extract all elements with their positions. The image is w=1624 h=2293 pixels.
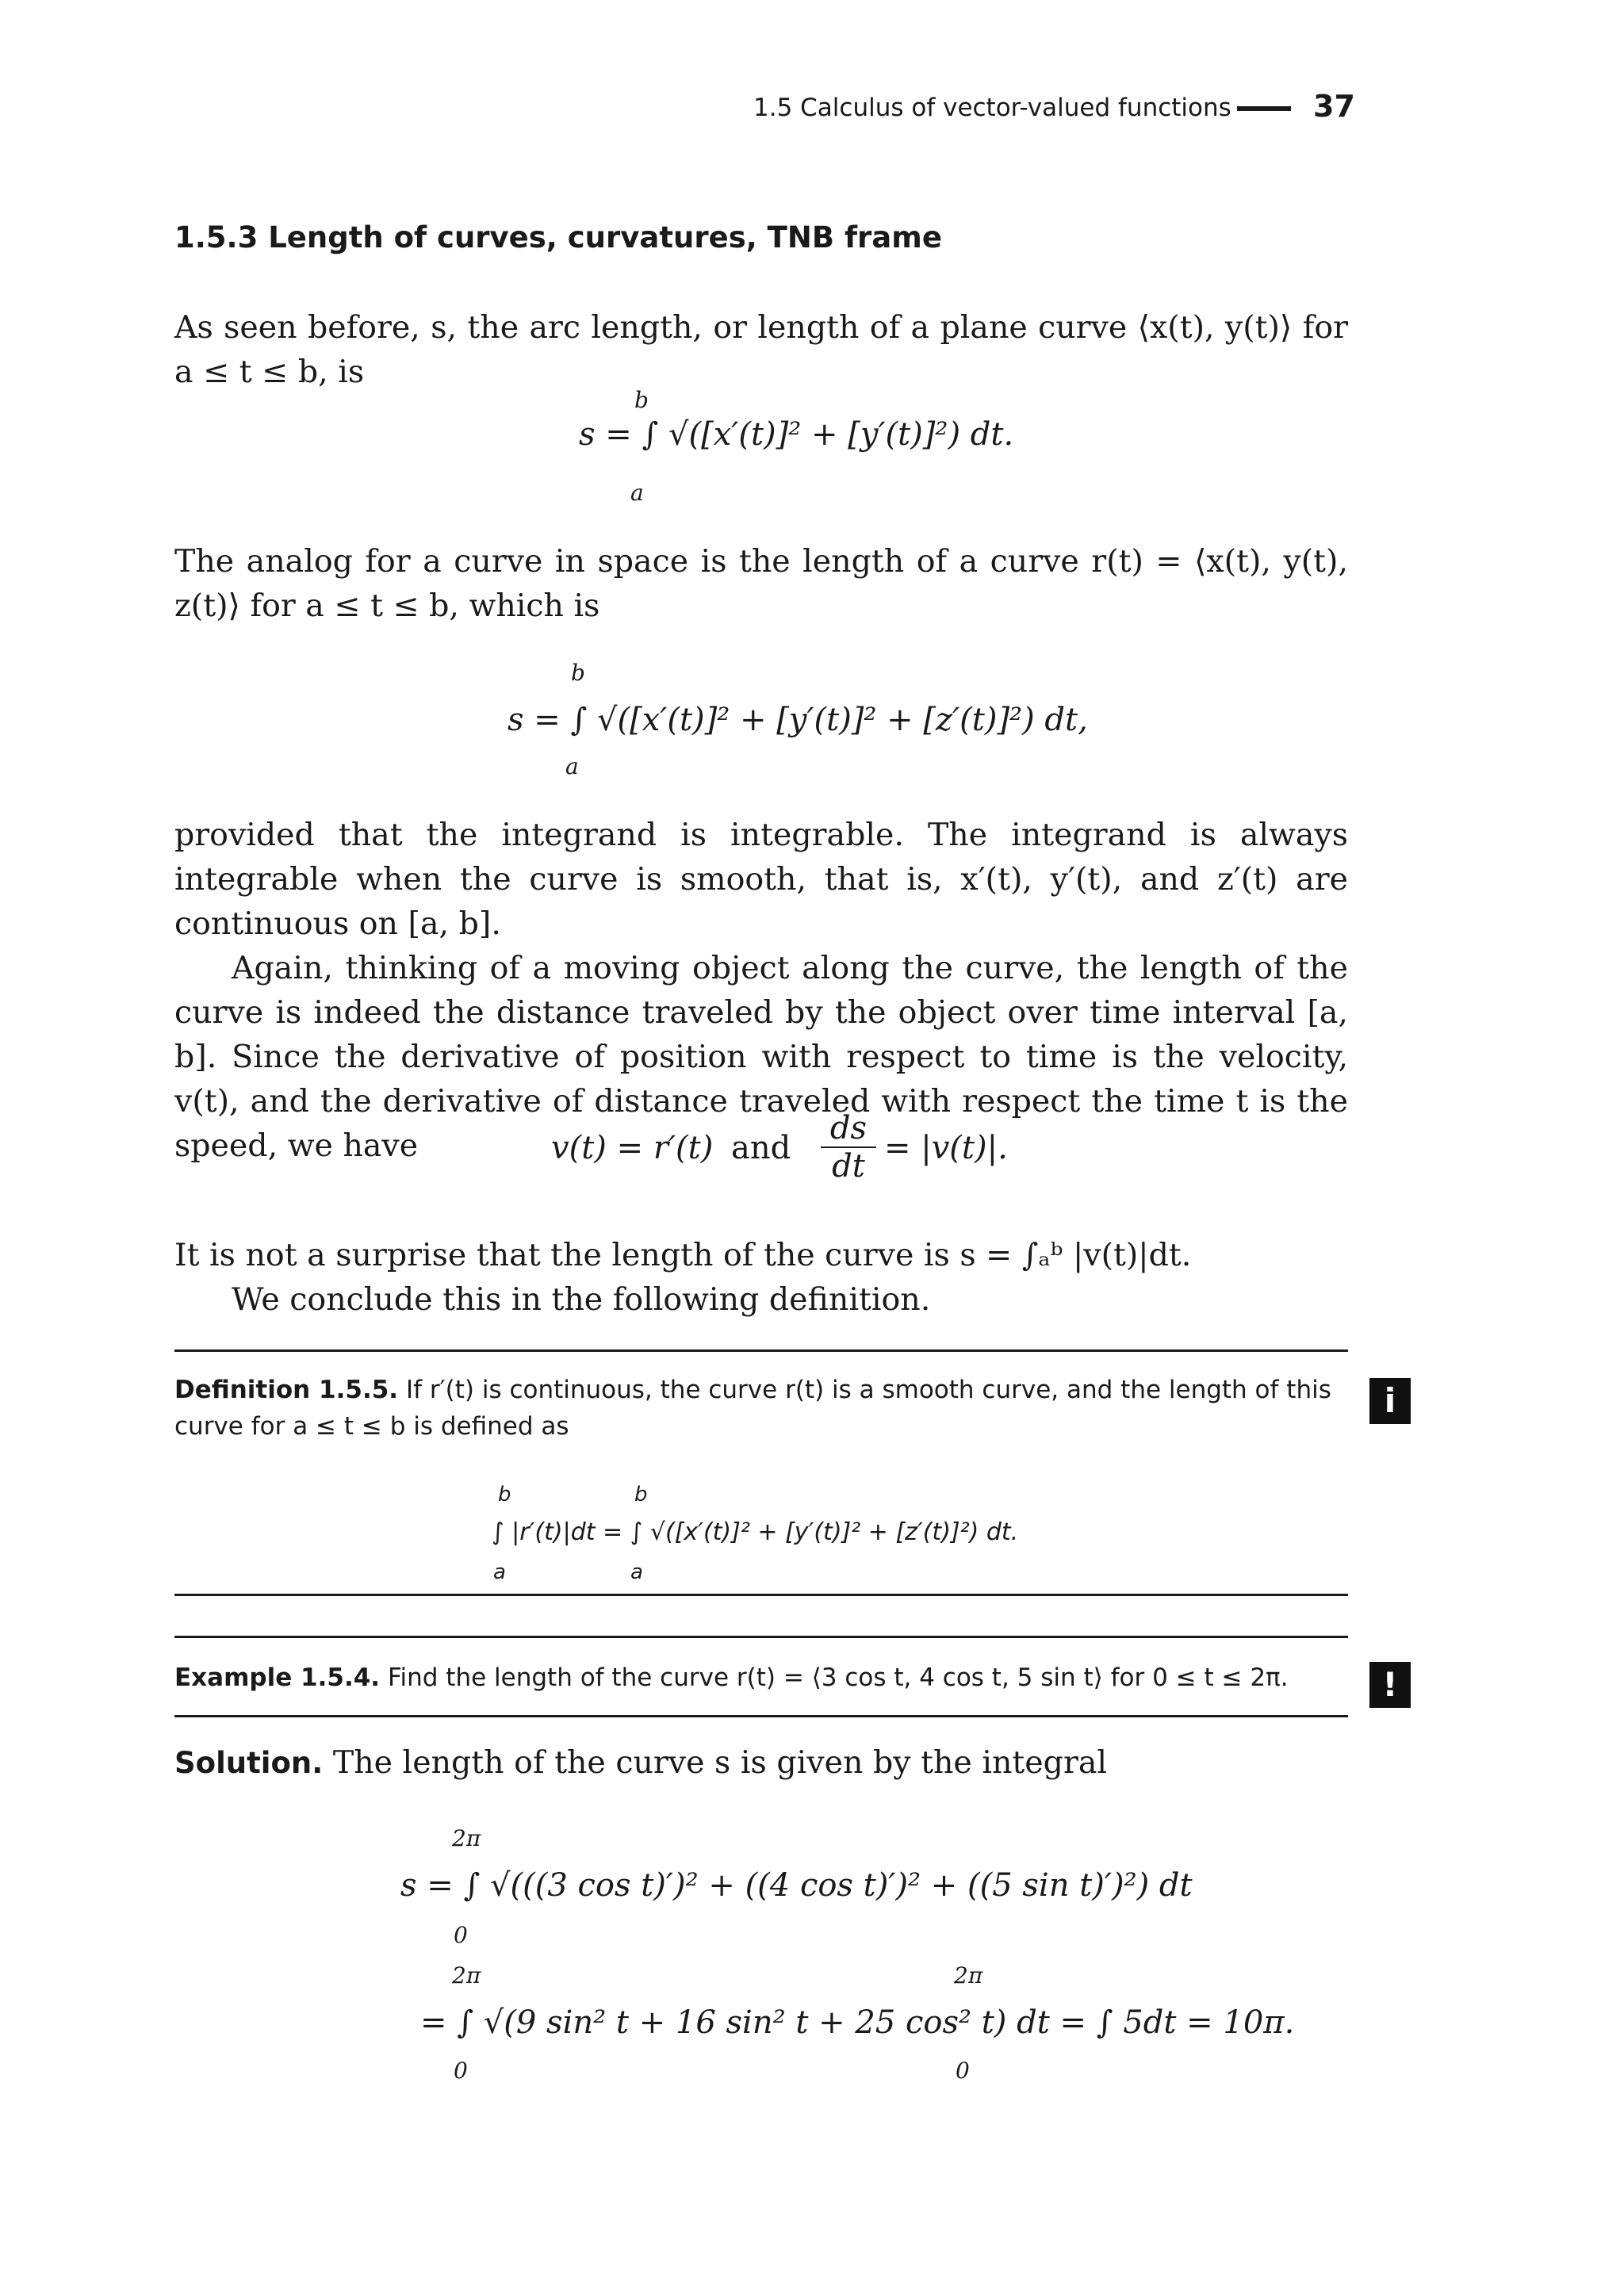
- sol-eq1-lower-limit: 0: [454, 1922, 468, 1948]
- fraction-denominator: dt: [832, 1148, 865, 1185]
- sol-eq2-upper-limit-2: 2π: [954, 1962, 983, 1989]
- info-marker-icon: i: [1369, 1378, 1411, 1424]
- velocity-definition: v(t) = r′(t): [551, 1130, 714, 1166]
- sol-eq2-lower-limit-2: 0: [956, 2058, 970, 2084]
- analog-paragraph: [174, 539, 1348, 628]
- eq2-lower-limit: a: [565, 753, 579, 779]
- solution-equation-2: = ∫ √(9 sin² t + 16 sin² t + 25 cos² t) dt = ∫ 5dt = 10π.: [420, 2004, 1295, 2041]
- eq1-lower-limit: a: [630, 480, 644, 506]
- arc-length-space-equation: s = ∫ √([x′(t)]² + [y′(t)]² + [z′(t)]²) dt,: [508, 702, 1088, 738]
- solution-line: [174, 1744, 1107, 1781]
- definition-text: If r′(t) is continuous, the curve r(t) is a smooth curve, and the length of this curve for a ≤ t ≤ b is defined as: [174, 1376, 1331, 1441]
- solution-label: Solution.: [174, 1746, 324, 1780]
- page-number: 37: [1313, 89, 1355, 124]
- intro-text: As seen before, s, the arc length, or length of a plane curve ⟨x(t), y(t)⟩ for a ≤ t ≤ b, is: [174, 309, 1348, 390]
- again-text: Again, thinking of a moving object along the curve, the length of the curve is indeed the distance traveled by the object over time interval [a, b]. Since the derivative of position with respect to time is the velocity, v(t), and the derivative of distance traveled with respect the time t is the speed, we have: [174, 950, 1348, 1164]
- surprise-text: It is not a surprise that the length of the curve is s = ∫ₐᵇ |v(t)|dt.: [174, 1237, 1192, 1273]
- conclude-text: We conclude this in the following definition.: [232, 1281, 931, 1318]
- eq1-upper-limit: b: [634, 387, 649, 413]
- definition-bottom-rule: [174, 1594, 1348, 1596]
- header-rule: [1237, 106, 1291, 111]
- definition-text-block: [174, 1372, 1348, 1445]
- definition-label: Definition 1.5.5.: [174, 1376, 399, 1404]
- def-eq-lower-limit-1: a: [493, 1560, 506, 1584]
- def-eq-upper-limit-1: b: [498, 1483, 511, 1506]
- conclusion-paragraph: [174, 1233, 1348, 1322]
- def-eq-lower-limit-2: a: [630, 1560, 643, 1584]
- example-text: Find the length of the curve r(t) = ⟨3 cos t, 4 cos t, 5 sin t⟩ for 0 ≤ t ≤ 2π.: [387, 1663, 1289, 1692]
- integrability-paragraph: [174, 813, 1348, 1168]
- section-title: 1.5.3 Length of curves, curvatures, TNB frame: [174, 220, 942, 255]
- exclamation-marker-icon: !: [1369, 1662, 1411, 1708]
- analog-text: The analog for a curve in space is the length of a curve r(t) = ⟨x(t), y(t), z(t)⟩ for a ≤ t ≤ b, which is: [174, 543, 1348, 624]
- eq2-upper-limit: b: [571, 660, 585, 686]
- def-eq-upper-limit-2: b: [634, 1483, 648, 1506]
- example-bottom-rule: [174, 1715, 1348, 1717]
- provided-text: provided that the integrand is integrable. The integrand is always integrable when the curve is smooth, that is, x′(t), y′(t), and z′(t) are continuous on [a, b].: [174, 817, 1348, 942]
- definition-top-rule: [174, 1349, 1348, 1352]
- sol-eq2-upper-limit: 2π: [452, 1962, 481, 1989]
- arc-length-plane-equation: s = ∫ √([x′(t)]² + [y′(t)]²) dt.: [579, 416, 1014, 453]
- sol-eq2-lower-limit: 0: [454, 2058, 468, 2084]
- solution-text: The length of the curve s is given by the integral: [332, 1744, 1108, 1781]
- example-top-rule: [174, 1636, 1348, 1638]
- ds-dt-fraction: [821, 1110, 876, 1185]
- example-label: Example 1.5.4.: [174, 1663, 381, 1692]
- definition-equation: ∫ |r′(t)|dt = ∫ √([x′(t)]² + [y′(t)]² + [z′(t)]²) dt.: [492, 1518, 1019, 1546]
- fraction-numerator: ds: [821, 1110, 876, 1148]
- velocity-equation: [551, 1130, 713, 1166]
- running-title: 1.5 Calculus of vector-valued functions: [753, 94, 1231, 122]
- and-word: and: [731, 1130, 791, 1166]
- example-text-block: [174, 1659, 1348, 1696]
- solution-equation-1: s = ∫ √(((3 cos t)′)² + ((4 cos t)′)² + ((5 sin t)′)²) dt: [400, 1867, 1193, 1904]
- sol-eq1-upper-limit: 2π: [452, 1825, 481, 1851]
- intro-paragraph: [174, 305, 1348, 394]
- speed-equation: = |v(t)|.: [884, 1130, 1008, 1166]
